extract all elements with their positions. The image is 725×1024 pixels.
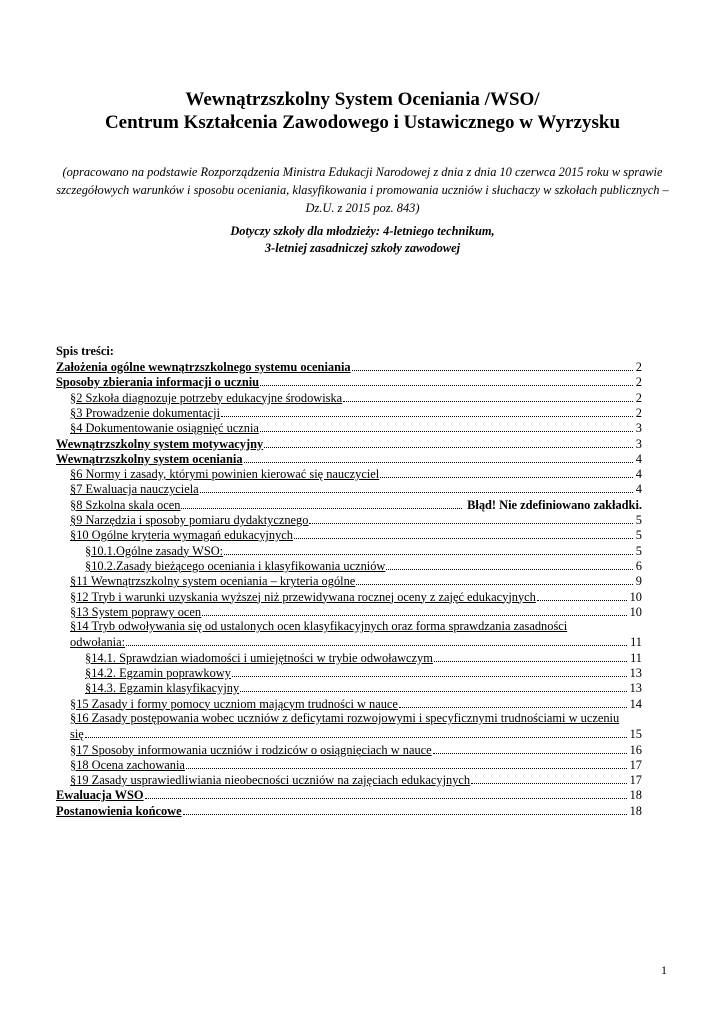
toc-entry[interactable] <box>70 405 642 420</box>
toc-entry-label[interactable]: §7 Ewaluacja nauczyciela <box>70 482 199 497</box>
toc-entry-label[interactable]: §10.2.Zasady bieżącego oceniania i klasyfikowania uczniów <box>85 558 386 573</box>
toc-dot-leader <box>264 436 633 448</box>
toc-dot-leader <box>126 634 627 646</box>
toc-entry[interactable] <box>70 512 642 527</box>
legal-basis-note: (opracowano na podstawie Rozporządzenia Ministra Edukacji Narodowej z dnia z dnia 10 czerwca 2015 roku w sprawie szczegółowych warunków i sposobu oceniania, klasyfikowania i promowania uczniów i słuchaczy w szkołach publicznych – Dz.U. z 2015 poz. 843) <box>56 165 669 215</box>
toc-dot-leader <box>343 390 633 402</box>
toc-entry[interactable] <box>70 726 642 741</box>
applies-to-line1: Dotyczy szkoły dla młodzieży: 4-letniego technikum, <box>230 224 495 238</box>
toc-entry[interactable] <box>70 573 642 588</box>
toc-bookmark-error: Błąd! Nie zdefiniowano zakładki. <box>467 497 642 512</box>
toc-entry[interactable] <box>85 543 642 558</box>
document-title-line1: Wewnątrzszkolny System Oceniania /WSO/ <box>185 89 540 110</box>
toc-page-number: 13 <box>629 681 642 696</box>
toc-entry[interactable] <box>56 787 642 802</box>
toc-entry-label[interactable]: §18 Ocena zachowania <box>70 757 185 772</box>
toc-dot-leader <box>352 359 633 371</box>
toc-dot-leader <box>145 787 627 799</box>
toc-entry-label[interactable]: Wewnątrzszkolny system oceniania <box>56 451 243 466</box>
toc-entry[interactable] <box>70 481 642 496</box>
toc-page-number: 6 <box>635 558 642 573</box>
toc-entry[interactable] <box>56 451 642 466</box>
toc-entry-label[interactable]: §4 Dokumentowanie osiągnięć ucznia <box>70 421 259 436</box>
toc-page-number: 2 <box>635 360 642 374</box>
toc-entry-first-line[interactable]: §14 Tryb odwoływania się od ustalonych ocen klasyfikacyjnych oraz forma sprawdzania zasadności <box>70 619 568 634</box>
toc-entry[interactable] <box>70 390 642 405</box>
toc-entry[interactable] <box>56 436 642 451</box>
page-number: 1 <box>661 963 667 977</box>
toc-dot-leader <box>294 527 633 539</box>
toc-entry[interactable] <box>70 420 642 435</box>
toc-entry-label[interactable]: §11 Wewnątrzszkolny system oceniania – kryteria ogólne <box>70 574 356 589</box>
toc-entry-label[interactable]: §10 Ogólne kryteria wymagań edukacyjnych <box>70 528 293 543</box>
toc-dot-leader <box>386 558 632 570</box>
toc-entry-label[interactable]: §10.1.Ogólne zasady WSO: <box>85 543 224 558</box>
toc-entry-label[interactable]: §2 Szkoła diagnozuje potrzeby edukacyjne środowiska <box>70 390 343 405</box>
toc-entry-label[interactable]: §14.2. Egzamin poprawkowy <box>85 666 231 680</box>
toc-heading: Spis treści: <box>56 344 114 358</box>
toc-page-number: 9 <box>635 574 642 589</box>
toc-entry[interactable] <box>70 497 642 512</box>
toc-page-number: 18 <box>629 803 642 818</box>
toc-entry-label[interactable]: Ewaluacja WSO <box>56 788 144 803</box>
toc-page-number: 16 <box>629 742 642 757</box>
toc-dot-leader <box>433 742 627 754</box>
toc-page-number: 10 <box>629 589 642 604</box>
toc-page-number: 2 <box>635 405 642 420</box>
toc-entry-label[interactable]: §9 Narzędzia i sposoby pomiaru dydaktycznego <box>70 513 309 527</box>
toc-dot-leader <box>186 757 627 769</box>
toc-entry-label[interactable]: Założenia ogólne wewnątrzszkolnego systemu oceniania <box>56 360 351 374</box>
applies-to-note <box>60 223 665 257</box>
toc-page-number: 13 <box>629 666 642 680</box>
toc-dot-leader <box>181 497 462 509</box>
toc-entry[interactable] <box>70 589 642 604</box>
toc-dot-leader <box>240 680 626 692</box>
toc-entry-label[interactable]: się <box>70 727 84 742</box>
toc-dot-leader <box>183 803 627 815</box>
toc-page-number: 17 <box>629 757 642 772</box>
toc-dot-leader <box>380 466 633 478</box>
toc-dot-leader <box>244 451 633 463</box>
toc-entry-label[interactable]: §17 Sposoby informowania uczniów i rodziców o osiągnięciach w nauce <box>70 742 432 757</box>
toc-page-number: 18 <box>629 788 642 803</box>
toc-page-number: 14 <box>629 696 642 711</box>
toc-page-number: 4 <box>635 467 642 482</box>
toc-entry[interactable] <box>70 696 642 711</box>
toc-entry[interactable] <box>70 742 642 757</box>
toc-entry-label[interactable]: §13 System poprawy ocen <box>70 604 202 619</box>
applies-to-line2: 3-letniej zasadniczej szkoły zawodowej <box>264 241 461 255</box>
toc-page-number: 3 <box>635 436 642 451</box>
toc-entry-label[interactable]: odwołania: <box>70 635 126 650</box>
toc-dot-leader <box>537 589 627 601</box>
toc-entry[interactable] <box>85 680 642 695</box>
document-title-line2: Centrum Kształcenia Zawodowego i Ustawicznego w Wyrzysku <box>104 112 621 133</box>
toc-dot-leader <box>260 420 633 432</box>
toc-page-number: 4 <box>635 482 642 497</box>
toc-entry-label[interactable]: §14.1. Sprawdzian wiadomości i umiejętności w trybie odwoławczym <box>85 650 433 665</box>
toc-page-number: 5 <box>635 543 642 558</box>
toc-entry[interactable] <box>70 757 642 772</box>
toc-entry-label[interactable]: Wewnątrzszkolny system motywacyjny <box>56 436 264 451</box>
toc-page-number: 11 <box>630 650 642 665</box>
toc-entry-first-line[interactable]: §16 Zasady postępowania wobec uczniów z deficytami rozwojowymi i specyficznymi trudnościami w uczeniu <box>70 710 620 725</box>
toc-entry-label[interactable]: §15 Zasady i formy pomocy uczniom mającym trudności w nauce <box>70 696 398 711</box>
toc-dot-leader <box>232 665 627 677</box>
toc-entry[interactable] <box>85 650 642 665</box>
toc-entry[interactable] <box>70 604 642 619</box>
toc-entry-label[interactable]: §6 Normy i zasady, którymi powinien kierować się nauczyciel <box>70 467 380 482</box>
toc-dot-leader <box>356 573 633 585</box>
toc-entry[interactable] <box>70 466 642 481</box>
toc-page-number: 2 <box>635 390 642 405</box>
toc-entry-label[interactable]: Sposoby zbierania informacji o uczniu <box>56 375 260 390</box>
toc-entry[interactable] <box>85 665 642 680</box>
toc-entry-label[interactable]: §3 Prowadzenie dokumentacji <box>70 405 221 420</box>
toc-dot-leader <box>309 512 632 524</box>
toc-dot-leader <box>224 543 633 555</box>
toc-entry[interactable] <box>70 772 642 787</box>
toc-entry-label[interactable]: §14.3. Egzamin klasyfikacyjny <box>85 681 240 696</box>
toc-entry[interactable] <box>70 634 642 649</box>
toc-dot-leader <box>200 481 633 493</box>
toc-entry[interactable] <box>70 527 642 542</box>
toc-entry[interactable] <box>85 558 642 573</box>
toc-entry-label[interactable]: §12 Tryb i warunki uzyskania wyższej niż przewidywana rocznej oceny z zajęć edukacyjnych <box>70 589 536 604</box>
toc-page-number: 11 <box>630 635 642 650</box>
toc-dot-leader <box>399 696 627 708</box>
toc-page-number: 4 <box>635 451 642 466</box>
toc-dot-leader <box>260 374 633 386</box>
toc-page-number: 2 <box>635 375 642 390</box>
toc-entry-label[interactable]: Postanowienia końcowe <box>56 803 182 818</box>
toc-entry-label[interactable]: §19 Zasady usprawiedliwiania nieobecności uczniów na zajęciach edukacyjnych <box>70 773 471 788</box>
toc-page-number: 17 <box>629 773 642 788</box>
toc-page-number: 15 <box>629 727 642 742</box>
toc-entry[interactable] <box>56 803 642 818</box>
toc-dot-leader <box>85 726 627 738</box>
toc-dot-leader <box>434 650 627 662</box>
toc-page-number: 5 <box>635 528 642 543</box>
toc-dot-leader <box>202 604 626 616</box>
toc-page-number: 10 <box>629 604 642 619</box>
toc-entry[interactable] <box>56 374 642 389</box>
toc-dot-leader <box>471 772 626 784</box>
toc-dot-leader <box>221 405 633 417</box>
toc-page-number: 3 <box>635 421 642 436</box>
toc-page-number: 5 <box>635 513 642 527</box>
toc-entry-label[interactable]: §8 Szkolna skala ocen <box>70 497 181 512</box>
toc-entry[interactable] <box>56 359 642 374</box>
